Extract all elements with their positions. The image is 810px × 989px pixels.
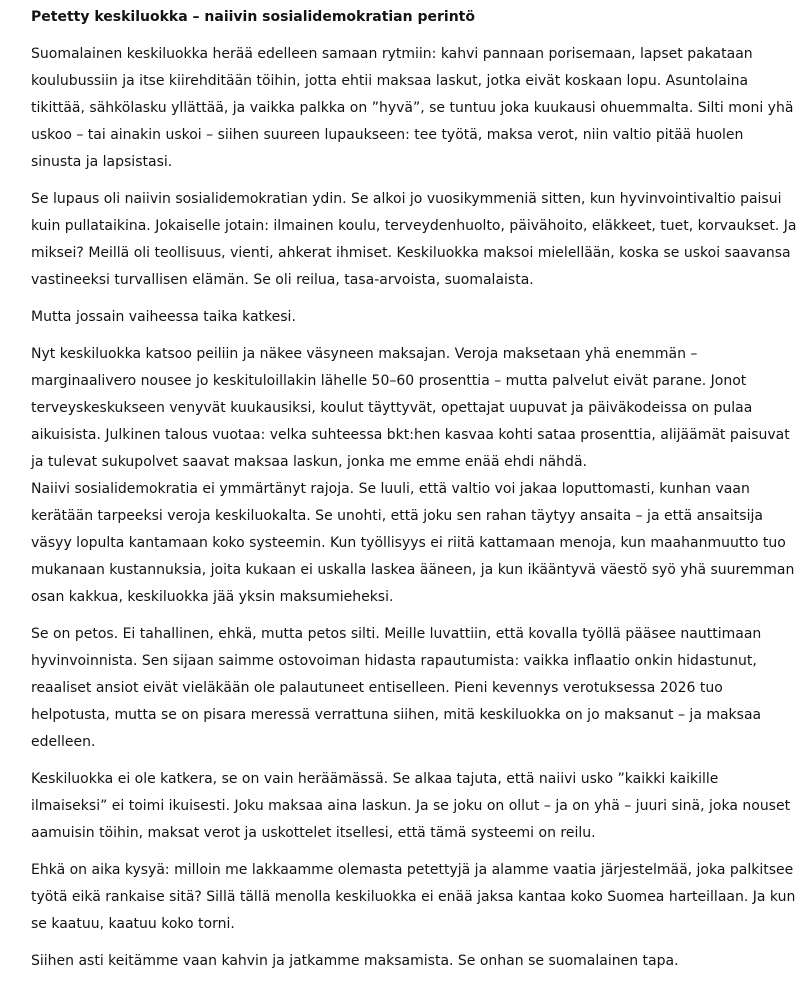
paragraph-7: Keskiluokka ei ole katkera, se on vain heräämässä. Se alkaa tajuta, että naiivi usko ”kaikki kaikille ilmaiseksi” ei toimi ikuisesti. Joku maksaa aina laskun. Ja se joku on ollut – ja on yhä – juuri sinä, joka nouset aamuisin töihin, maksat verot ja uskottelet itsellesi, että tämä systeemi on reilu.	[31, 771, 791, 841]
paragraph-5: Naiivi sosialidemokratia ei ymmärtänyt rajoja. Se luuli, että valtio voi jakaa loputtomasti, kunhan vaan kerätään tarpeeksi veroja keskiluokalta. Se unohti, että joku sen rahan täytyy ansaita – ja että ansaitsija väsyy lopulta kantamaan koko systeemin. Kun työllisyys ei riitä kattamaan menoja, kun maahanmuutto tuo mukanaan kustannuksia, joita kukaan ei uskalla laskea ääneen, ja kun ikääntyvä väestö syö yhä suuremman osan kakkua, keskiluokka jää yksin maksumieheksi.	[31, 481, 795, 605]
article-title: Petetty keskiluokka – naiivin sosialidemokratian perintö	[31, 9, 475, 25]
paragraph-4: Nyt keskiluokka katsoo peiliin ja näkee väsyneen maksajan. Veroja maksetaan yhä enemmän – marginaalivero nousee jo keskituloillakin lähelle 50–60 prosenttia – mutta palvelut eivät parane. Jonot terveyskeskukseen venyvät kuukausiksi, koulut täyttyvät, opettajat uupuvat ja päiväkodeissa on pulaa aikuisista. Julkinen talous vuotaa: velka suhteessa bkt:hen kasvaa kohti sataa prosenttia, alijäämät paisuvat ja tulevat sukupolvet saavat maksaa laskun, jonka me emme enää ehdi nähdä.	[31, 346, 790, 470]
paragraph-9: Siihen asti keitämme vaan kahvin ja jatkamme maksamista. Se onhan se suomalainen tapa.	[31, 953, 679, 969]
paragraph-1: Suomalainen keskiluokka herää edelleen samaan rytmiin: kahvi pannaan porisemaan, lapset pakataan koulubussiin ja itse kiirehditään töihin, jotta ehtii maksaa laskut, jotka eivät koskaan lopu. Asuntolaina tikittää, sähkölasku yllättää, ja vaikka palkka on ”hyvä”, se tuntuu joka kuukausi ohuemmalta. Silti moni yhä uskoo – tai ainakin uskoi – siihen suureen lupaukseen: tee työtä, maksa verot, niin valtio pitää huolen sinusta ja lapsistasi.	[31, 46, 794, 170]
paragraph-8: Ehkä on aika kysyä: milloin me lakkaamme olemasta petettyjä ja alamme vaatia järjestelmää, joka palkitsee työtä eikä rankaise sitä? Sillä tällä menolla keskiluokka ei enää jaksa kantaa koko Suomea harteillaan. Ja kun se kaatuu, kaatuu koko torni.	[31, 862, 796, 932]
paragraph-3: Mutta jossain vaiheessa taika katkesi.	[31, 309, 296, 325]
paragraph-2: Se lupaus oli naiivin sosialidemokratian ydin. Se alkoi jo vuosikymmeniä sitten, kun hyvinvointivaltio paisui kuin pullataikina. Jokaiselle jotain: ilmainen koulu, terveydenhuolto, päivähoito, eläkkeet, tuet, korvaukset. Ja miksei? Meillä oli teollisuus, vienti, ahkerat ihmiset. Keskiluokka maksoi mielellään, koska se uskoi saavansa vastineeksi turvallisen elämän. Se oli reilua, tasa-arvoista, suomalaista.	[31, 191, 797, 288]
paragraph-6: Se on petos. Ei tahallinen, ehkä, mutta petos silti. Meille luvattiin, että kovalla työllä pääsee nauttimaan hyvinvoinnista. Sen sijaan saimme ostovoiman hidasta rapautumista: vaikka inflaatio onkin hidastunut, reaaliset ansiot eivät vieläkään ole palautuneet entiselleen. Pieni kevennys verotuksessa 2026 tuo helpotusta, mutta se on pisara meressä verrattuna siihen, mitä keskiluokka on jo maksanut – ja maksaa edelleen.	[31, 626, 762, 750]
